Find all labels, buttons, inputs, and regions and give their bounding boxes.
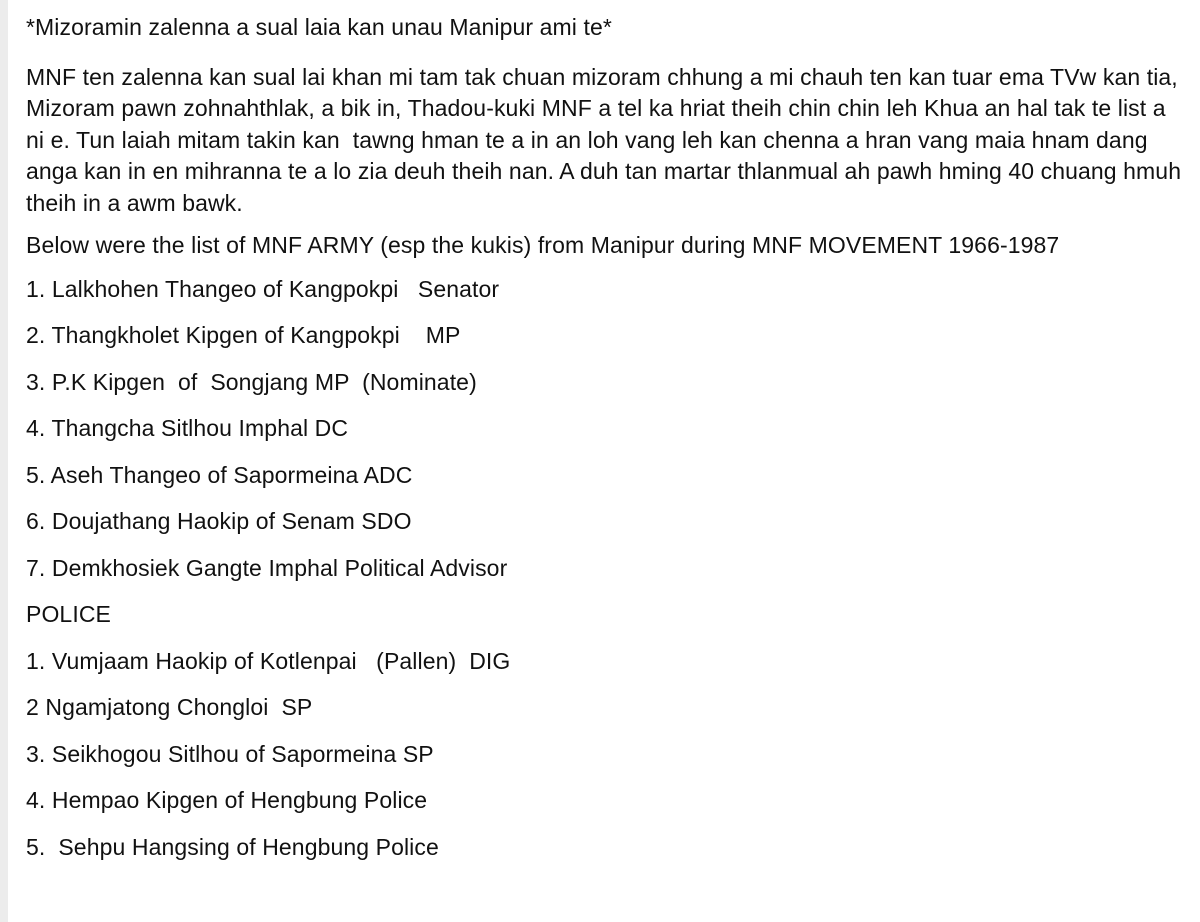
police-heading: POLICE <box>26 601 111 627</box>
list-item: 1. Lalkhohen Thangeo of Kangpokpi Senator <box>26 275 500 302</box>
army-list-intro: Below were the list of MNF ARMY (esp the kukis) from Manipur during MNF MOVEMENT 1966-1987 <box>26 232 1060 258</box>
list-item: 3. P.K Kipgen of Songjang MP (Nominate) <box>26 368 477 395</box>
post-title: *Mizoramin zalenna a sual laia kan unau Manipur ami te* <box>26 14 612 40</box>
post-body <box>26 12 1186 878</box>
left-border-strip <box>0 0 8 922</box>
list-item: 2. Thangkholet Kipgen of Kangpokpi MP <box>26 322 461 348</box>
list-item: 4. Thangcha Sitlhou Imphal DC <box>26 415 349 441</box>
list-item: 5. Sehpu Hangsing of Hengbung Police <box>26 833 439 860</box>
list-item: 3. Seikhogou Sitlhou of Sapormeina SP <box>26 740 434 767</box>
list-item: 5. Aseh Thangeo of Sapormeina ADC <box>26 461 413 488</box>
list-item: 7. Demkhosiek Gangte Imphal Political Advisor <box>26 554 508 581</box>
post-paragraph: MNF ten zalenna kan sual lai khan mi tam tak chuan mizoram chhung a mi chauh ten kan tuar ema TVw kan tia, Mizoram pawn zohnahthlak, a bik in, Thadou-kuki MNF a tel ka hriat theih chin chin leh Khua an hal tak te list a ni e. Tun laiah mitam takin kan tawng hman te a in an loh vang leh kan chenna a hran vang maia hnam dang anga kan in en mihranna te a lo zia deuh theih nan. A duh tan martar thlanmual ah pawh hming 40 chuang hmuh theih in a awm bawk. <box>26 63 1188 216</box>
army-list <box>26 274 1186 600</box>
list-item: 6. Doujathang Haokip of Senam SDO <box>26 508 412 534</box>
list-item: 4. Hempao Kipgen of Hengbung Police <box>26 787 428 813</box>
list-item: 1. Vumjaam Haokip of Kotlenpai (Pallen) DIG <box>26 647 511 674</box>
list-item: 2 Ngamjatong Chongloi SP <box>26 694 313 720</box>
police-list <box>26 646 1186 879</box>
